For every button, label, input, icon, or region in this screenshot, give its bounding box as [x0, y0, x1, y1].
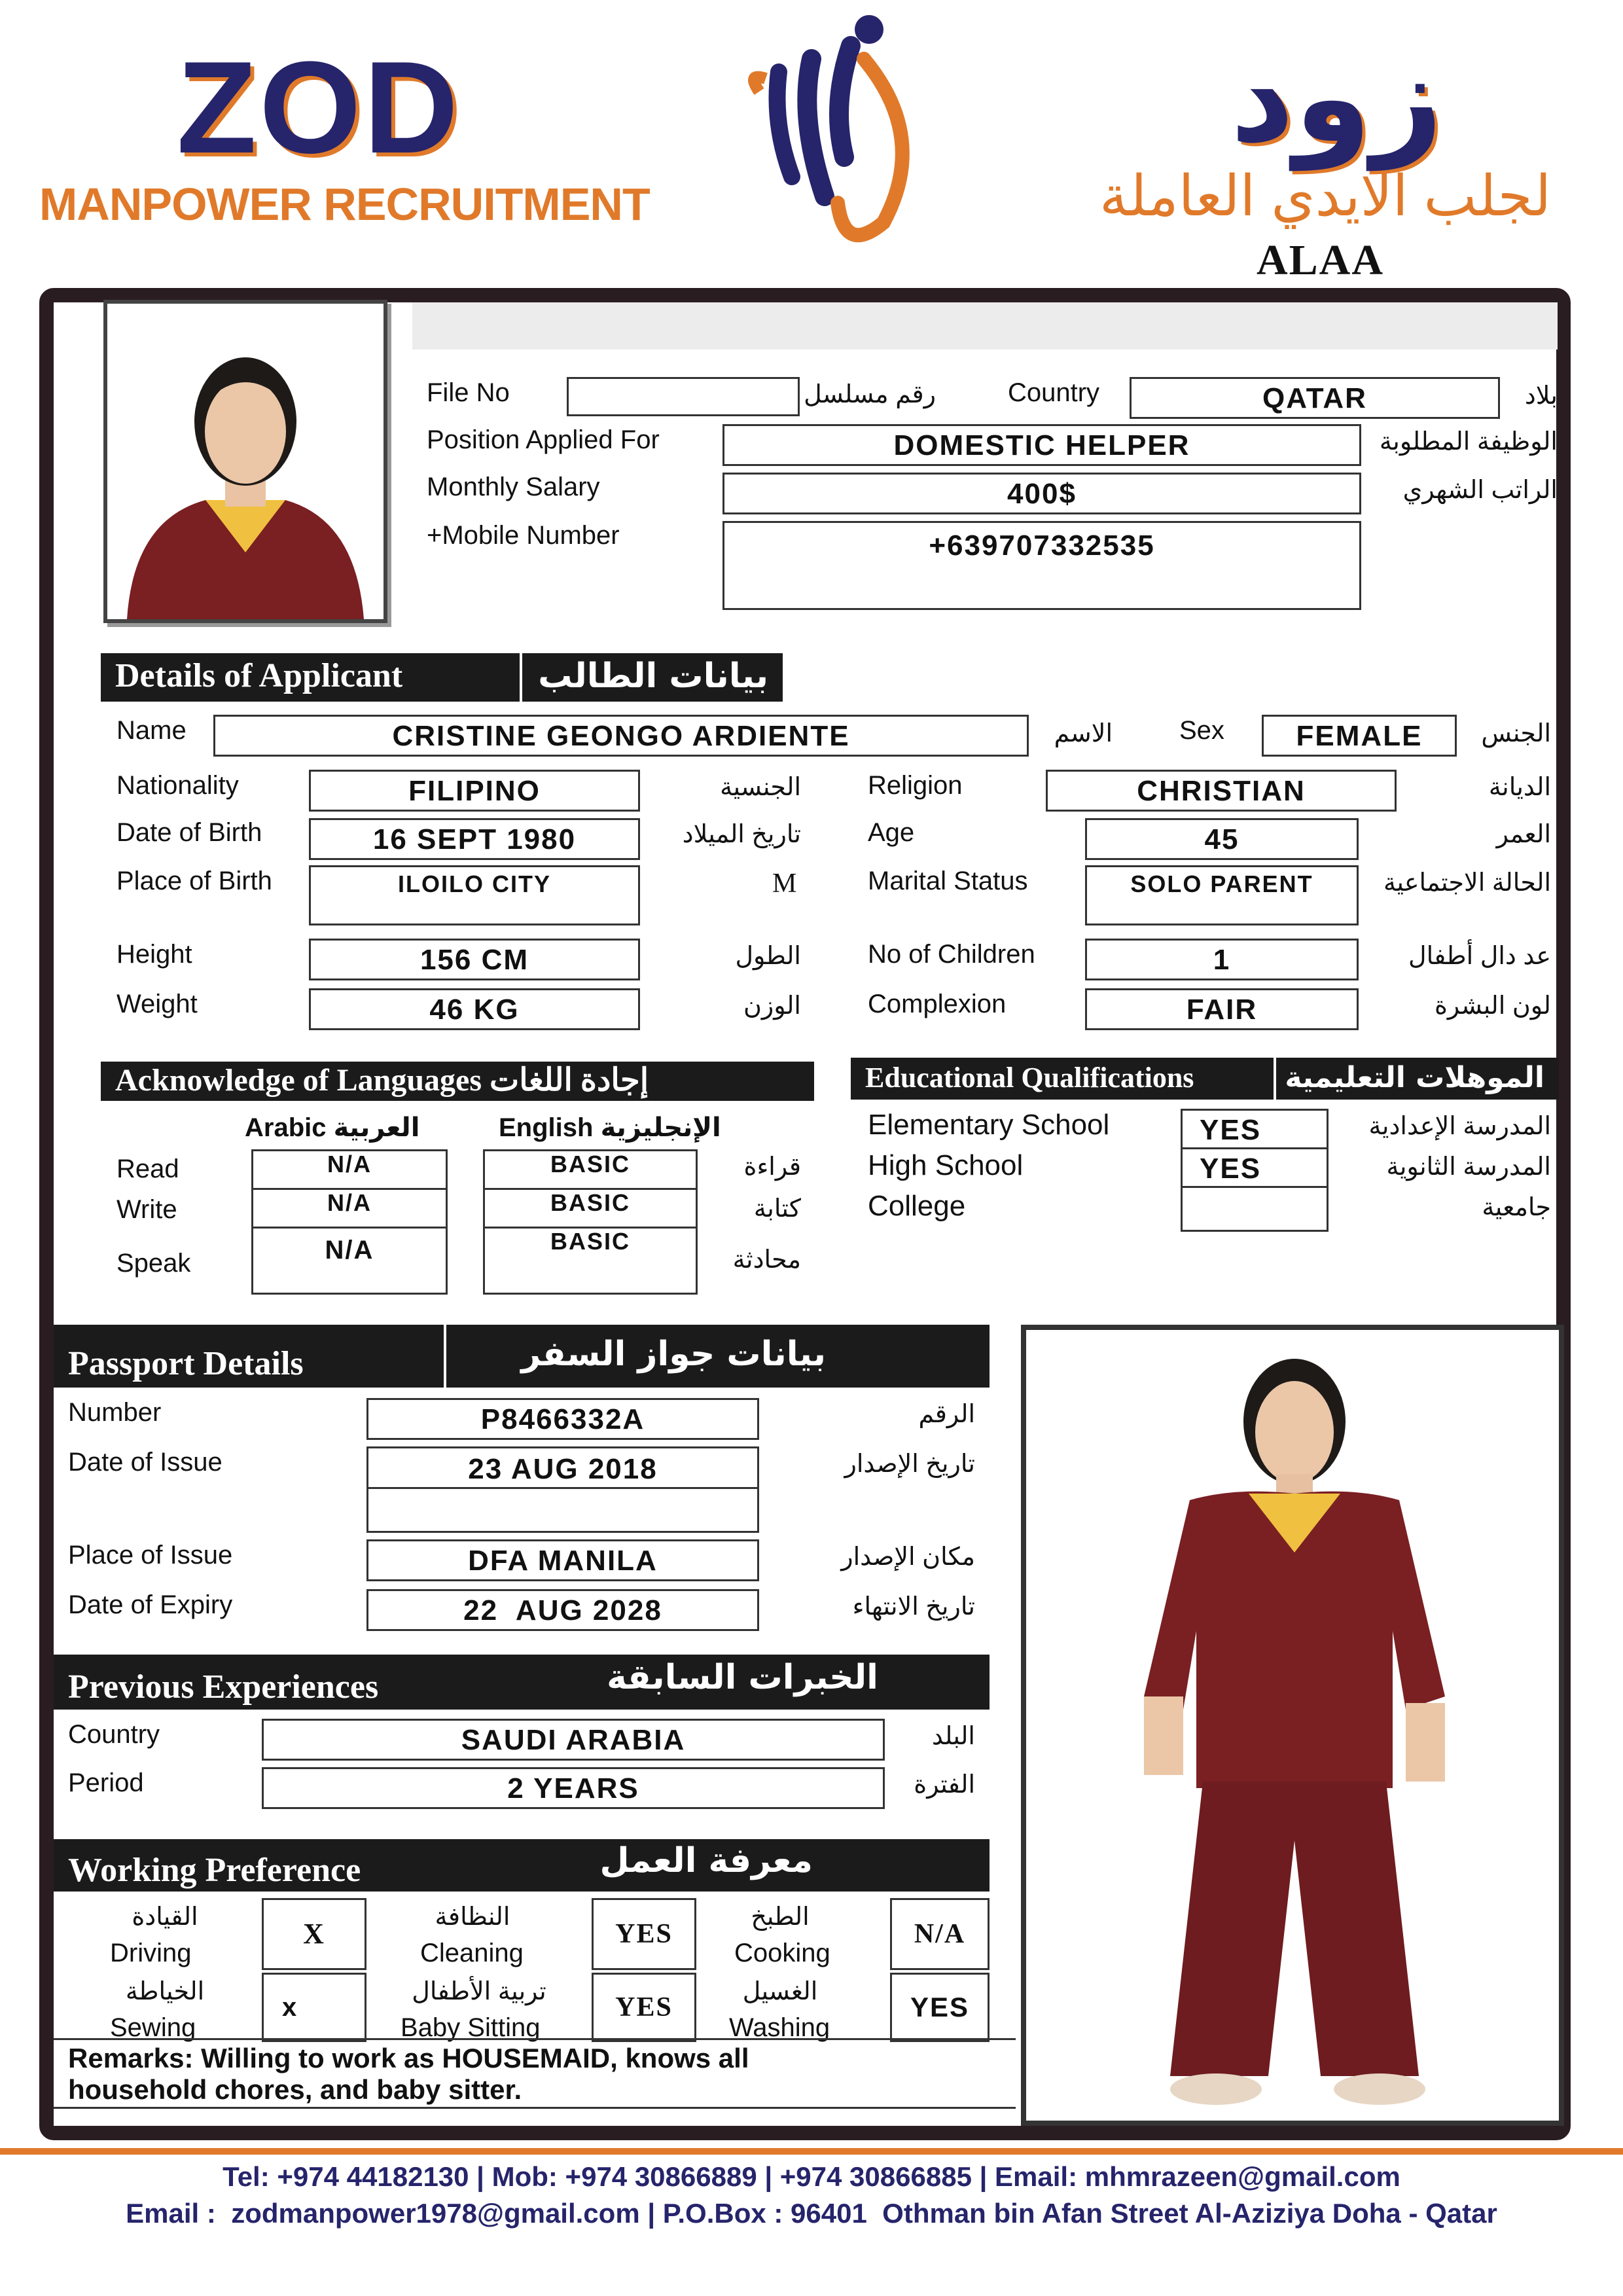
sewing-label: Sewing — [110, 2013, 196, 2042]
height-label: Height — [116, 940, 192, 969]
name-label: Name — [116, 716, 187, 745]
weight-label-ar: الوزن — [743, 992, 801, 1020]
sewing-cell[interactable]: x — [262, 1973, 366, 2042]
age-label-ar: العمر — [1496, 821, 1551, 848]
age-label: Age — [868, 818, 915, 847]
highschool-label: High School — [868, 1149, 1024, 1181]
sewing-label-ar: الخياطة — [125, 1978, 205, 2005]
arabic-speak-cell[interactable]: N/A — [251, 1227, 448, 1295]
complexion-label: Complexion — [868, 990, 1007, 1018]
sex-label-ar: الجنس — [1481, 720, 1551, 747]
cooking-label-ar: الطبخ — [751, 1903, 810, 1931]
section-experience — [54, 1655, 990, 1710]
exp-country-label: Country — [68, 1720, 160, 1749]
weight-label: Weight — [116, 990, 198, 1018]
salary-label: Monthly Salary — [427, 473, 600, 501]
name-label-ar: الاسم — [1054, 720, 1113, 747]
arabic-write-cell[interactable]: N/A — [251, 1188, 448, 1229]
passport-expiry-field[interactable]: 22 AUG 2028 — [366, 1589, 759, 1631]
country-label-ar: بلاد — [1524, 382, 1558, 410]
washing-label-ar: الغسيل — [742, 1978, 818, 2005]
lang-col-english: English الإنجليزية — [499, 1113, 721, 1142]
salary-field[interactable]: 400$ — [722, 473, 1361, 514]
english-write-cell[interactable]: BASIC — [483, 1188, 698, 1229]
lang-write-label-ar: كتابة — [753, 1195, 801, 1223]
position-label: Position Applied For — [427, 425, 660, 454]
weight-field[interactable]: 46 KG — [309, 988, 640, 1030]
section-experience-title: Previous Experiences — [68, 1668, 379, 1706]
cooking-cell[interactable]: N/A — [890, 1898, 990, 1970]
cooking-label: Cooking — [734, 1939, 830, 1967]
college-cell[interactable] — [1181, 1186, 1329, 1232]
footer-line-2: Email : zodmanpower1978@gmail.com | P.O.Box : 96401 Othman bin Afan Street Al-Aziziya Doha - Qatar — [126, 2198, 1497, 2229]
marital-label: Marital Status — [868, 867, 1028, 895]
baby-label-ar: تربية الأطفال — [412, 1978, 546, 2005]
english-speak-cell[interactable]: BASIC — [483, 1227, 698, 1295]
religion-label: Religion — [868, 771, 963, 800]
file-no-label-ar: رقم مسلسل — [804, 381, 936, 408]
elementary-label-ar: المدرسة الإعدادية — [1368, 1113, 1551, 1140]
dob-label: Date of Birth — [116, 818, 262, 847]
working-grid — [54, 1892, 1016, 2042]
brand-subtitle: MANPOWER RECRUITMENT — [39, 179, 650, 230]
section-education-title-ar: الموهلات التعليمية — [1285, 1061, 1544, 1094]
header-grey-strip — [412, 302, 1558, 350]
applicant-photo — [103, 300, 387, 623]
baby-label: Baby Sitting — [401, 2013, 541, 2042]
children-label-ar: عد دال أطفال — [1408, 942, 1551, 970]
lang-col-arabic: Arabic العربية — [245, 1113, 420, 1142]
brand-logo-ar: زود — [1230, 29, 1443, 168]
section-passport-title-ar: بيانات جواز السفر — [521, 1335, 826, 1374]
file-no-field[interactable] — [567, 377, 800, 416]
sex-label: Sex — [1179, 716, 1224, 745]
position-field[interactable]: DOMESTIC HELPER — [722, 424, 1361, 466]
religion-field[interactable]: CHRISTIAN — [1046, 770, 1397, 812]
english-read-cell[interactable]: BASIC — [483, 1149, 698, 1190]
section-languages-title: Acknowledge of Languages إجادة اللغات — [115, 1063, 649, 1098]
marital-field[interactable]: SOLO PARENT — [1085, 865, 1359, 925]
college-label: College — [868, 1190, 966, 1222]
cleaning-label-ar: النظافة — [435, 1903, 510, 1931]
nationality-label: Nationality — [116, 771, 239, 800]
position-label-ar: الوظيفة المطلوبة — [1379, 428, 1558, 456]
brand-logo-en: ZOD — [177, 35, 461, 181]
lang-write-label: Write — [116, 1195, 177, 1224]
lang-speak-label: Speak — [116, 1249, 191, 1278]
section-passport — [54, 1325, 990, 1388]
pob-label: Place of Birth — [116, 867, 272, 895]
highschool-cell[interactable]: YES — [1181, 1147, 1329, 1188]
children-field[interactable]: 1 — [1085, 939, 1359, 980]
religion-label-ar: الديانة — [1488, 774, 1551, 801]
brand-subtitle-ar: لجلب الايدي العاملة — [1099, 165, 1552, 228]
driving-label: Driving — [110, 1939, 192, 1967]
elementary-cell[interactable]: YES — [1181, 1109, 1329, 1149]
applicant-full-body-photo — [1021, 1325, 1564, 2126]
passport-issue-label: Date of Issue — [68, 1448, 223, 1477]
nationality-label-ar: الجنسية — [720, 774, 801, 801]
marital-label-ar: الحالة الاجتماعية — [1383, 869, 1551, 897]
height-field[interactable]: 156 CM — [309, 939, 640, 980]
remarks-box — [54, 2038, 1016, 2109]
passport-number-label-ar: الرقم — [918, 1401, 975, 1428]
lang-read-label-ar: قراءة — [743, 1153, 801, 1181]
highschool-label-ar: المدرسة الثانوية — [1386, 1153, 1551, 1181]
section-working-title-ar: معرفة العمل — [599, 1841, 813, 1880]
washing-label: Washing — [729, 2013, 830, 2042]
dob-label-ar: تاريخ الميلاد — [682, 821, 801, 848]
section-applicant — [101, 653, 783, 702]
name-field[interactable]: CRISTINE GEONGO ARDIENTE — [213, 715, 1029, 757]
college-label-ar: جامعية — [1482, 1194, 1551, 1221]
country-field[interactable]: QATAR — [1130, 377, 1500, 419]
agent-name: ALAA — [1257, 236, 1385, 284]
complexion-field[interactable]: FAIR — [1085, 988, 1359, 1030]
complexion-label-ar: لون البشرة — [1434, 992, 1551, 1020]
exp-period-label: Period — [68, 1768, 144, 1797]
cleaning-label: Cleaning — [420, 1939, 524, 1967]
exp-period-label-ar: الفترة — [914, 1771, 975, 1799]
arabic-read-cell[interactable]: N/A — [251, 1149, 448, 1190]
section-working — [54, 1839, 990, 1892]
driving-label-ar: القيادة — [132, 1903, 198, 1931]
section-languages — [101, 1062, 814, 1101]
dob-field[interactable]: 16 SEPT 1980 — [309, 818, 640, 860]
exp-country-label-ar: البلد — [931, 1723, 975, 1750]
section-education-title: Educational Qualifications — [865, 1062, 1194, 1094]
passport-number-field[interactable]: P8466332A — [366, 1398, 759, 1440]
section-applicant-title-ar: بيانات الطالب — [538, 656, 768, 696]
salary-label-ar: الراتب الشهري — [1402, 476, 1558, 504]
passport-place-field[interactable]: DFA MANILA — [366, 1539, 759, 1581]
footer-line-1: Tel: +974 44182130 | Mob: +974 30866889 | +974 30866885 | Email: mhmrazeen@gmail.com — [223, 2161, 1400, 2192]
passport-issue-field[interactable]: 23 AUG 2018 — [366, 1446, 759, 1533]
section-education — [851, 1058, 1559, 1100]
lang-read-label: Read — [116, 1155, 179, 1183]
passport-issue-label-ar: تاريخ الإصدار — [844, 1450, 975, 1478]
age-field[interactable]: 45 — [1085, 818, 1359, 860]
children-label: No of Children — [868, 940, 1035, 969]
passport-place-label-ar: مكان الإصدار — [841, 1543, 975, 1571]
washing-cell[interactable]: YES — [890, 1973, 990, 2042]
elementary-label: Elementary School — [868, 1109, 1110, 1141]
country-label: Country — [1008, 378, 1100, 407]
brand-logo-icon — [733, 7, 929, 255]
pob-field[interactable]: ILOILO CITY — [309, 865, 640, 925]
section-experience-title-ar: الخبرات السابقة — [607, 1658, 878, 1697]
cleaning-cell[interactable]: YES — [592, 1898, 696, 1970]
footer-divider — [0, 2148, 1623, 2155]
passport-number-label: Number — [68, 1398, 162, 1427]
section-passport-title: Passport Details — [68, 1345, 304, 1382]
applicant-full-body-graphic — [1026, 1330, 1559, 2121]
baby-cell[interactable]: YES — [592, 1973, 696, 2042]
passport-issue-divider — [366, 1487, 759, 1489]
section-applicant-title: Details of Applicant — [115, 657, 403, 694]
remarks-line-1: Remarks: Willing to work as HOUSEMAID, knows all — [68, 2043, 749, 2073]
sex-field[interactable]: FEMALE — [1262, 715, 1457, 757]
passport-place-label: Place of Issue — [68, 1541, 233, 1570]
section-working-title: Working Preference — [68, 1852, 361, 1889]
height-label-ar: الطول — [735, 942, 801, 970]
exp-period-field[interactable]: 2 YEARS — [262, 1767, 885, 1809]
applicant-portrait-graphic — [107, 304, 383, 619]
mobile-label: +Mobile Number — [427, 521, 620, 550]
nationality-field[interactable]: FILIPINO — [309, 770, 640, 812]
lang-speak-label-ar: محادثة — [732, 1246, 801, 1274]
exp-country-field[interactable]: SAUDI ARABIA — [262, 1719, 885, 1761]
passport-expiry-label: Date of Expiry — [68, 1590, 233, 1619]
remarks-line-2: household chores, and baby sitter. — [68, 2074, 522, 2105]
passport-expiry-label-ar: تاريخ الانتهاء — [852, 1593, 975, 1621]
mobile-field[interactable]: +639707332535 — [722, 521, 1361, 610]
file-no-label: File No — [427, 378, 510, 407]
pob-label-ar: M — [772, 869, 797, 899]
driving-cell[interactable]: X — [262, 1898, 366, 1970]
